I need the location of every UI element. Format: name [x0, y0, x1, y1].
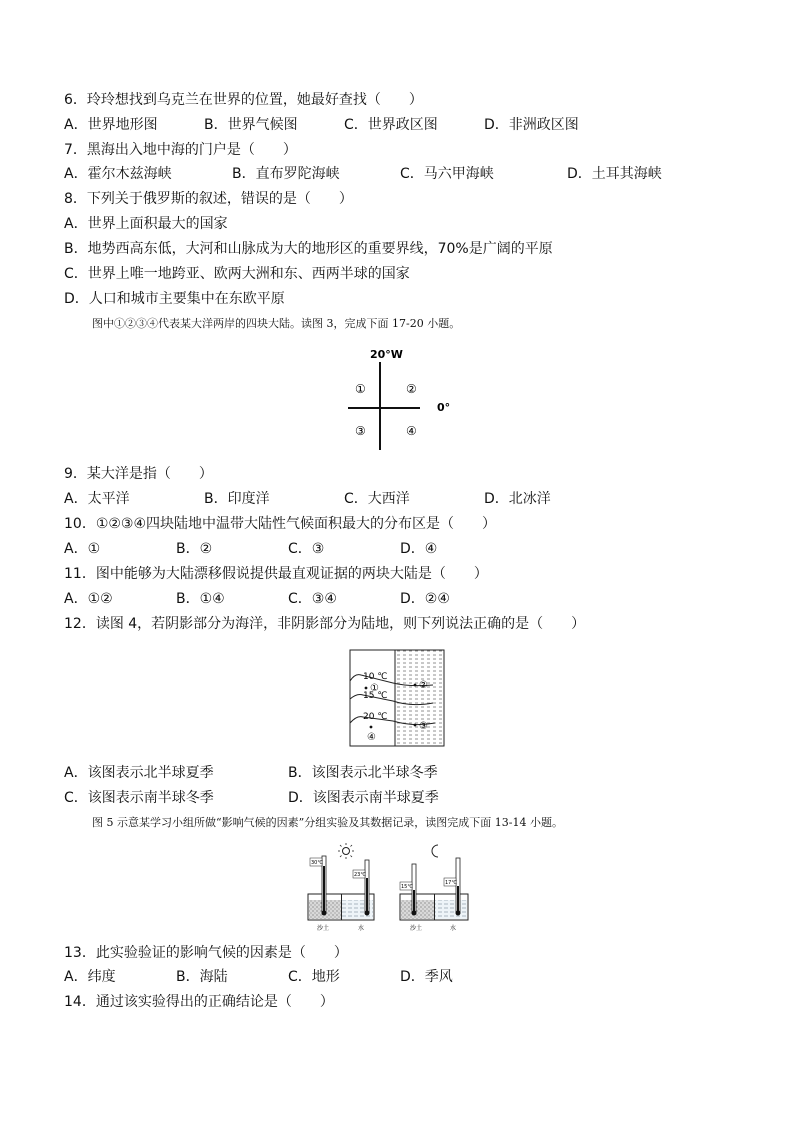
fig4-dot-2 — [414, 684, 417, 687]
fig4-dot-1 — [365, 687, 368, 690]
fig5-night-water-temp: 17℃ — [445, 880, 457, 886]
fig5-day-water-label: 水 — [358, 925, 365, 932]
q8-option-c: C．世界上唯一地跨亚、欧两大洲和东、西两半球的国家 — [64, 266, 410, 282]
q8-option-d: D．人口和城市主要集中在东欧平原 — [64, 291, 285, 307]
fig5-day-water-temp: 23℃ — [354, 872, 366, 878]
fig5-intro: 图 5 示意某学习小组所做“影响气候的因素”分组实验及其数据记录，读图完成下面 13-14 小题。 — [92, 816, 563, 829]
fig5-diagram — [300, 842, 480, 932]
q14-stem: 14．通过该实验得出的正确结论是（ ） — [64, 994, 334, 1010]
q10-option-b: B．② — [176, 541, 213, 557]
q6-stem: 6．玲玲想找到乌克兰在世界的位置，她最好查找（ ） — [64, 92, 423, 108]
fig5-night-water-label: 水 — [450, 925, 457, 932]
q9-stem: 9．某大洋是指（ ） — [64, 466, 213, 482]
q11-option-c: C．③④ — [288, 591, 337, 607]
q10-option-a: A．① — [64, 541, 101, 557]
q6-option-d: D．非洲政区图 — [484, 117, 579, 133]
fig4-point-3: ③ — [419, 721, 428, 732]
fig5-night-sand — [401, 900, 434, 919]
q10-option-c: C．③ — [288, 541, 325, 557]
fig5-day-setup — [308, 843, 374, 932]
q12-option-c: C．该图表示南半球冬季 — [64, 790, 214, 806]
fig3-quadrant-4: ④ — [406, 424, 417, 438]
fig3-quadrant-2: ② — [406, 382, 417, 396]
q13-option-a: A．纬度 — [64, 969, 116, 985]
q12-stem: 12．读图 4，若阴影部分为海洋，非阴影部分为陆地，则下列说法正确的是（ ） — [64, 616, 586, 632]
q7-stem: 7．黑海出入地中海的门户是（ ） — [64, 142, 297, 158]
fig4-label-20: 20 ℃ — [363, 712, 388, 722]
q7-option-b: B．直布罗陀海峡 — [232, 166, 340, 182]
q11-option-a: A．①② — [64, 591, 113, 607]
fig3-meridian-label: 20°W — [370, 348, 403, 361]
q8-option-b: B．地势西高东低，大河和山脉成为大的地形区的重要界线，70%是广阔的平原 — [64, 241, 553, 257]
fig3-diagram — [340, 344, 460, 456]
fig5-night-sand-label: 沙土 — [410, 925, 423, 932]
fig3-intro: 图中①②③④代表某大洋两岸的四块大陆。读图 3，完成下面 17-20 小题。 — [92, 317, 461, 330]
fig5-day-sand-temp: 30℃ — [311, 860, 323, 866]
fig3-quadrant-1: ① — [355, 382, 366, 396]
fig5-night-setup — [400, 845, 468, 932]
q13-option-b: B．海陆 — [176, 969, 228, 985]
q8-option-a: A．世界上面积最大的国家 — [64, 216, 228, 232]
q11-option-b: B．①④ — [176, 591, 225, 607]
fig4-point-2: ② — [419, 680, 428, 691]
q6-option-b: B．世界气候图 — [204, 117, 298, 133]
q9-option-c: C．大西洋 — [344, 491, 410, 507]
fig4-diagram — [349, 649, 445, 747]
moon-icon — [432, 845, 438, 857]
q6-option-c: C．世界政区图 — [344, 117, 438, 133]
q7-option-c: C．马六甲海峡 — [400, 166, 494, 182]
q13-stem: 13．此实验验证的影响气候的因素是（ ） — [64, 945, 348, 961]
fig4-label-10: 10 ℃ — [363, 672, 388, 682]
fig4-dot-4 — [370, 726, 373, 729]
q7-option-a: A．霍尔木兹海峡 — [64, 166, 172, 182]
q11-option-d: D．②④ — [400, 591, 450, 607]
fig5-day-sand-label: 沙土 — [317, 925, 330, 932]
q9-option-b: B．印度洋 — [204, 491, 270, 507]
q7-option-d: D．土耳其海峡 — [567, 166, 662, 182]
fig5-night-sand-temp: 15℃ — [401, 884, 413, 890]
q13-option-d: D．季风 — [400, 969, 453, 985]
q9-option-a: A．太平洋 — [64, 491, 130, 507]
q12-option-a: A．该图表示北半球夏季 — [64, 765, 214, 781]
q13-option-c: C．地形 — [288, 969, 340, 985]
fig3-quadrant-3: ③ — [355, 424, 366, 438]
fig4-point-1: ① — [370, 683, 379, 694]
sun-icon — [338, 843, 354, 859]
q6-option-a: A．世界地形图 — [64, 117, 158, 133]
q12-option-d: D．该图表示南半球夏季 — [288, 790, 439, 806]
q10-stem: 10．①②③④四块陆地中温带大陆性气候面积最大的分布区是（ ） — [64, 516, 497, 532]
q9-option-d: D．北冰洋 — [484, 491, 551, 507]
q12-option-b: B．该图表示北半球冬季 — [288, 765, 438, 781]
q8-stem: 8．下列关于俄罗斯的叙述，错误的是（ ） — [64, 191, 353, 207]
q11-stem: 11．图中能够为大陆漂移假说提供最直观证据的两块大陆是（ ） — [64, 566, 488, 582]
fig4-point-4: ④ — [367, 732, 376, 743]
q10-option-d: D．④ — [400, 541, 438, 557]
fig4-dot-3 — [414, 724, 417, 727]
fig3-equator-label: 0° — [437, 401, 451, 414]
fig4-label-15: 15 ℃ — [363, 691, 388, 701]
fig5-night-water — [435, 900, 467, 919]
